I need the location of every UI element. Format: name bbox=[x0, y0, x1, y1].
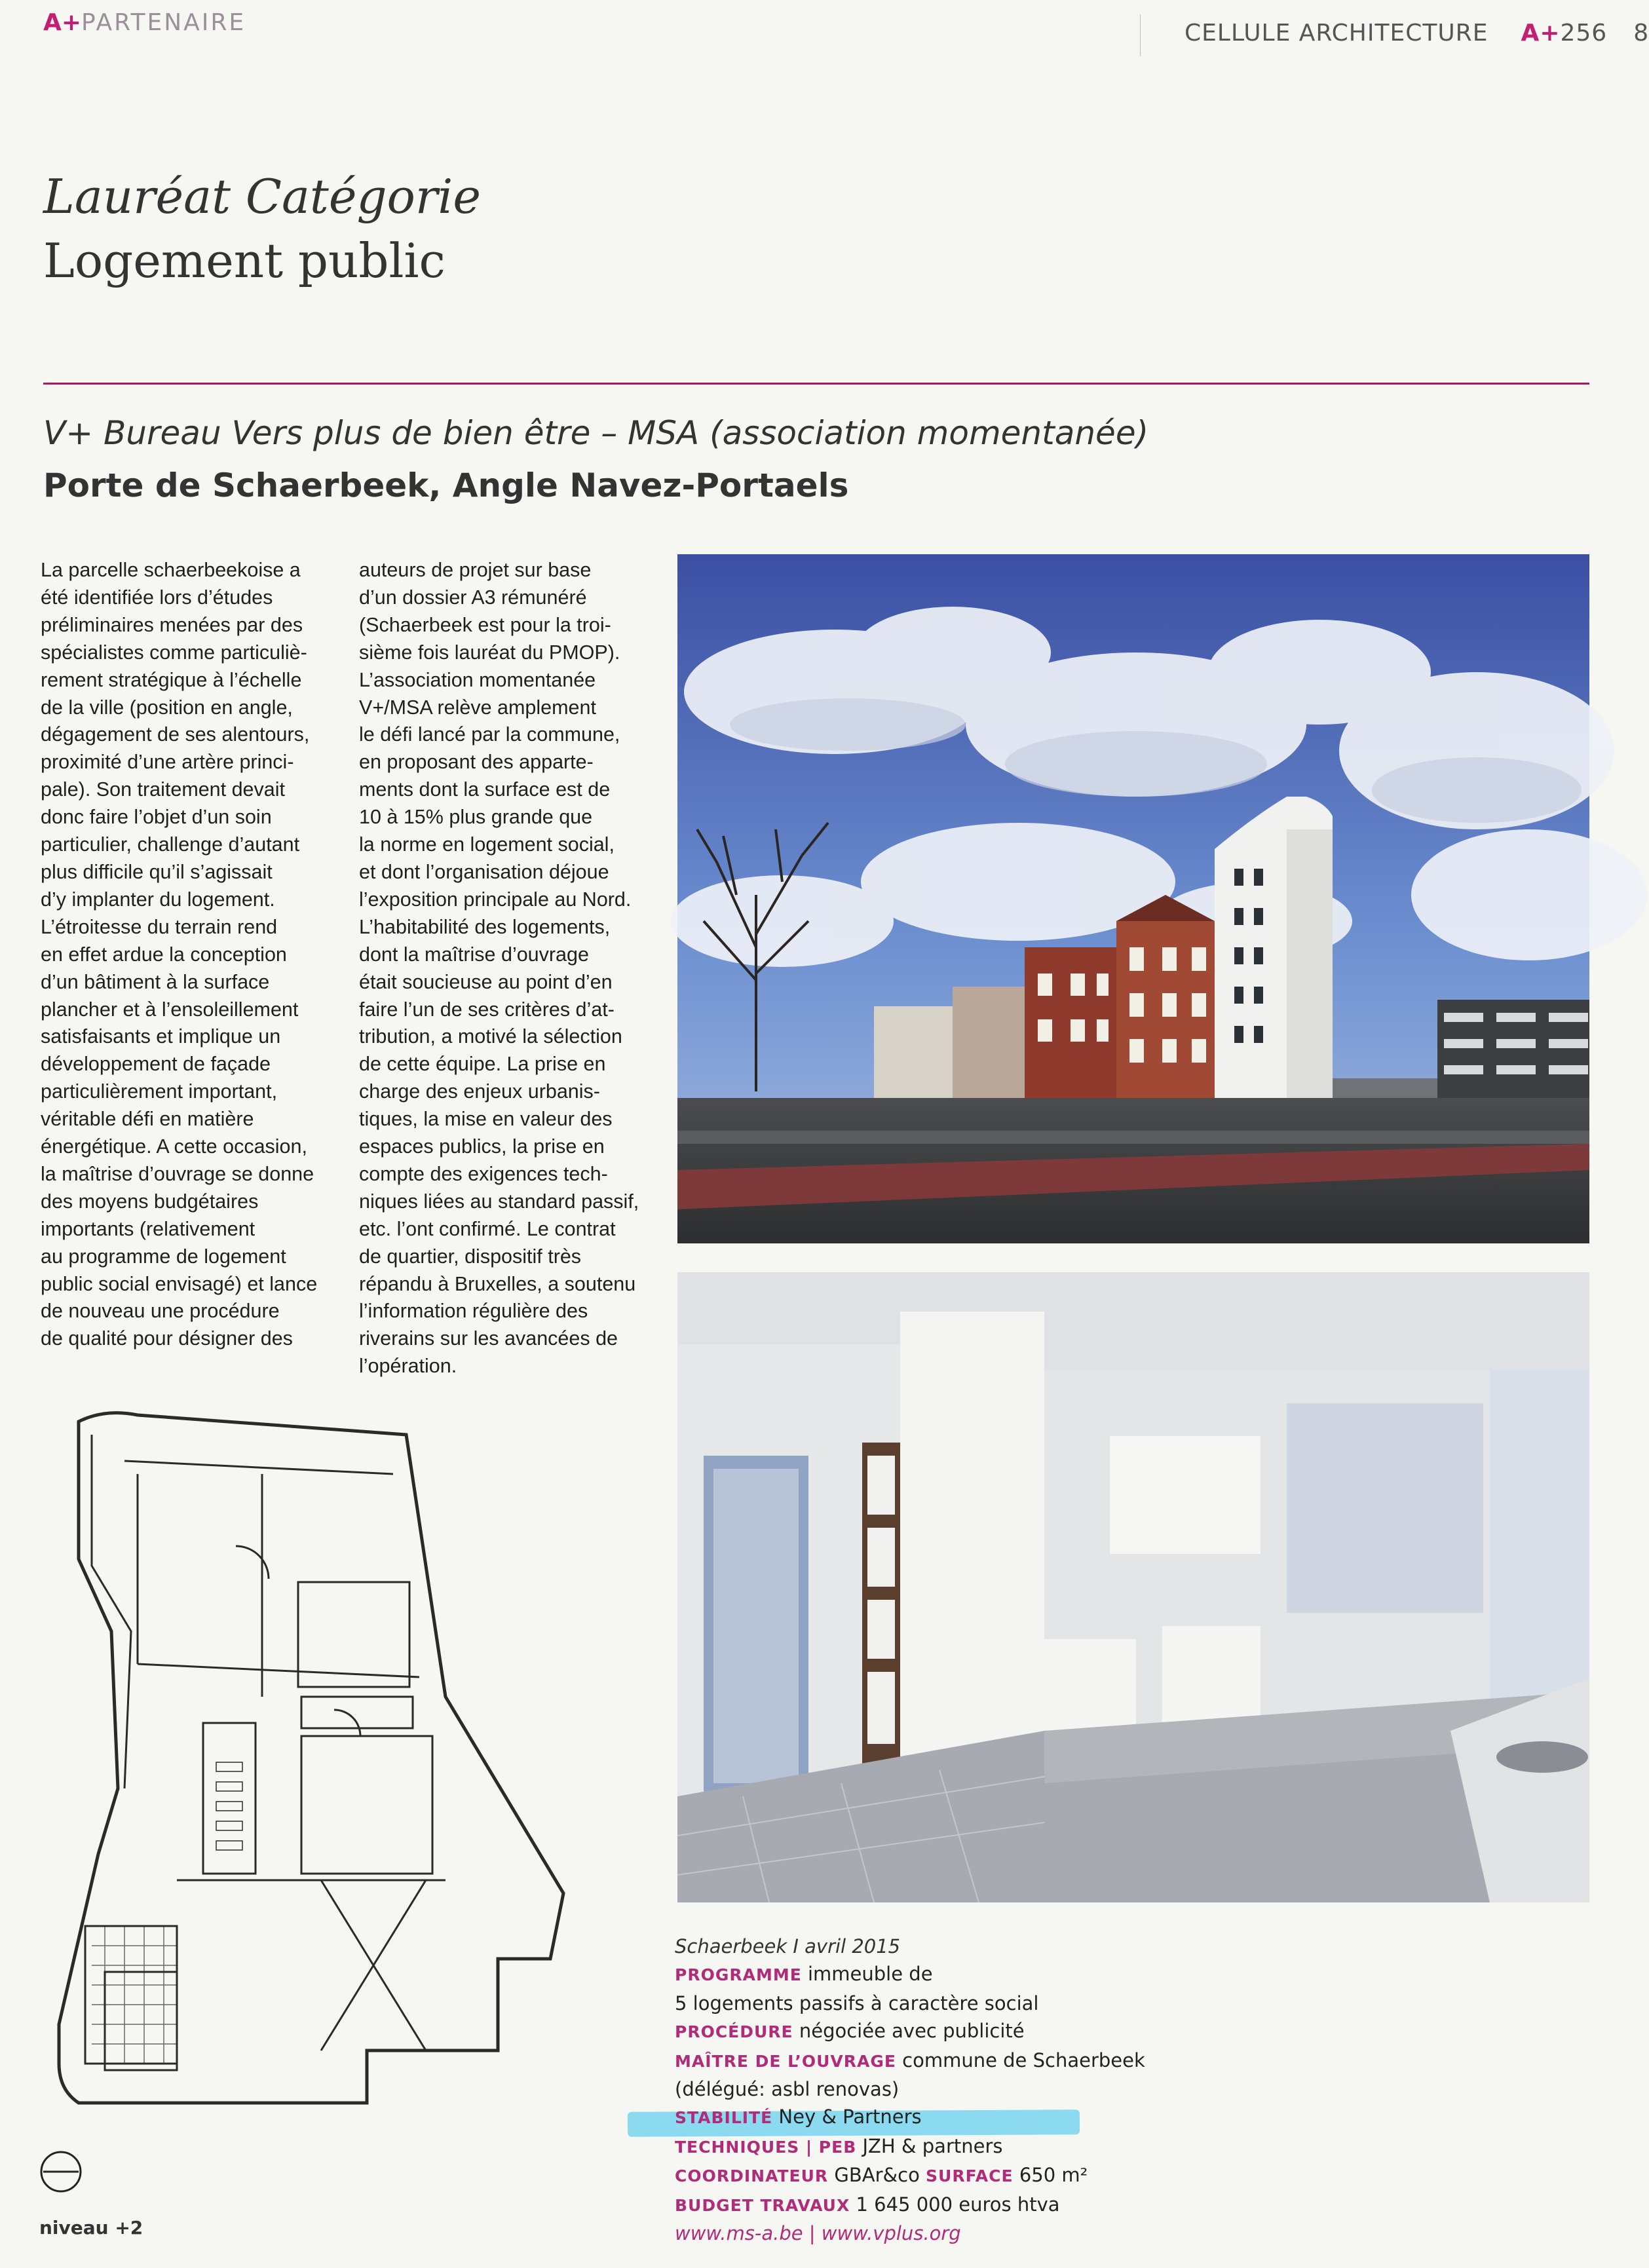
body-text-line: satisfaisants et implique un bbox=[41, 1025, 281, 1048]
credit-budget: BUDGET TRAVAUX 1 645 000 euros htva bbox=[675, 2193, 1060, 2216]
body-text-line: de quartier, dispositif très bbox=[359, 1245, 582, 1268]
body-text-line: importants (relativement bbox=[41, 1217, 256, 1240]
body-text-line: l’exposition principale au Nord. bbox=[359, 888, 632, 911]
section-label: PARTENAIRE bbox=[81, 9, 246, 36]
credit-programme: PROGRAMME immeuble de bbox=[675, 1963, 933, 1986]
body-column-1 bbox=[41, 557, 342, 1353]
credit-stabilite: STABILITÉ Ney & Partners bbox=[675, 2106, 922, 2128]
body-text-line: particulièrement important, bbox=[41, 1080, 278, 1103]
body-text-line: compte des exigences tech- bbox=[359, 1162, 608, 1185]
credit-techniques: TECHNIQUES | PEB JZH & partners bbox=[675, 2134, 1003, 2157]
body-text-line: L’étroitesse du terrain rend bbox=[41, 915, 278, 938]
body-text-line: d’un bâtiment à la surface bbox=[41, 970, 270, 993]
section-header bbox=[43, 9, 246, 36]
body-text-line: développement de façade bbox=[41, 1053, 271, 1076]
photo-caption: Schaerbeek I avril 2015 bbox=[675, 1935, 901, 1957]
body-text-line: l’information régulière des bbox=[359, 1300, 588, 1323]
category-label: Lauréat Catégorie bbox=[43, 169, 481, 224]
body-text-line: L’habitabilité des logements, bbox=[359, 915, 611, 938]
page-number: 8 bbox=[1633, 20, 1649, 47]
body-text-line: le défi lancé par la commune, bbox=[359, 723, 620, 746]
body-text-line: L’association momentanée bbox=[359, 668, 596, 691]
body-text-line: en proposant des apparte- bbox=[359, 751, 594, 774]
body-text-line: dont la maîtrise d’ouvrage bbox=[359, 943, 589, 966]
project-credits bbox=[675, 1933, 1330, 2247]
credit-programme-cont: 5 logements passifs à caractère social bbox=[675, 1992, 1039, 2014]
body-text-line: rement stratégique à l’échelle bbox=[41, 668, 302, 691]
body-text-line: ments dont la surface est de bbox=[359, 778, 611, 801]
body-text-line: V+/MSA relève amplement bbox=[359, 696, 596, 719]
body-text-line: au programme de logement bbox=[41, 1245, 286, 1268]
body-text-line: charge des enjeux urbanis- bbox=[359, 1080, 600, 1103]
credit-procedure: PROCÉDURE négociée avec publicité bbox=[675, 2020, 1025, 2043]
body-text-line: de qualité pour désigner des bbox=[41, 1327, 293, 1350]
body-text-line: spécialistes comme particuliè- bbox=[41, 641, 307, 664]
floor-plan bbox=[39, 1395, 629, 2208]
body-text-line: tiques, la mise en valeur des bbox=[359, 1108, 613, 1131]
brand-logo: A+ bbox=[43, 9, 82, 36]
project-title: V+ Bureau Vers plus de bien être – MSA (association momentanée) bbox=[43, 414, 1149, 452]
body-text-line: de cette équipe. La prise en bbox=[359, 1053, 606, 1076]
body-text-line: auteurs de projet sur base bbox=[359, 559, 592, 581]
body-text-line: d’y implanter du logement. bbox=[41, 888, 275, 911]
body-text-line: proximité d’une artère princi- bbox=[41, 751, 294, 774]
credit-coordinateur: COORDINATEUR GBAr&co SURFACE 650 m² bbox=[675, 2164, 1088, 2187]
body-text-line: 10 à 15% plus grande que bbox=[359, 806, 593, 829]
body-text-line: plancher et à l’ensoleillement bbox=[41, 998, 299, 1021]
body-column-2 bbox=[359, 557, 658, 1380]
title-rule bbox=[43, 383, 1589, 385]
body-text-line: préliminaires menées par des bbox=[41, 613, 303, 636]
body-text-line: particulier, challenge d’autant bbox=[41, 833, 300, 856]
body-text-line: donc faire l’objet d’un soin bbox=[41, 806, 272, 829]
body-text-line: été identifiée lors d’études bbox=[41, 586, 273, 609]
body-text-line: de nouveau une procédure bbox=[41, 1300, 280, 1323]
body-text-line: dégagement de ses alentours, bbox=[41, 723, 310, 746]
body-text-line: d’un dossier A3 rémunéré bbox=[359, 586, 587, 609]
body-text-line: La parcelle schaerbeekoise a bbox=[41, 559, 301, 581]
body-text-line: en effet ardue la conception bbox=[41, 943, 287, 966]
body-text-line: riverains sur les avancées de bbox=[359, 1327, 618, 1350]
running-head-label: CELLULE ARCHITECTURE bbox=[1185, 20, 1488, 47]
body-text-line: sième fois lauréat du PMOP). bbox=[359, 641, 620, 664]
body-text-line: répandu à Bruxelles, a soutenu bbox=[359, 1272, 636, 1295]
body-text-line: et dont l’organisation déjoue bbox=[359, 860, 609, 883]
body-text-line: (Schaerbeek est pour la troi- bbox=[359, 613, 611, 636]
north-arrow-icon bbox=[38, 2149, 84, 2195]
header-divider bbox=[1140, 14, 1141, 56]
exterior-photo bbox=[677, 554, 1589, 1243]
body-text-line: pale). Son traitement devait bbox=[41, 778, 285, 801]
body-text-line: énergétique. A cette occasion, bbox=[41, 1135, 307, 1158]
project-subtitle: Porte de Schaerbeek, Angle Navez-Portaels bbox=[43, 466, 849, 504]
plan-level-label: niveau +2 bbox=[39, 2217, 143, 2239]
credit-websites[interactable]: www.ms-a.be | www.vplus.org bbox=[675, 2222, 961, 2245]
body-text-line: tribution, a motivé la sélection bbox=[359, 1025, 622, 1048]
body-text-line: etc. l’ont confirmé. Le contrat bbox=[359, 1217, 616, 1240]
body-text-line: véritable défi en matière bbox=[41, 1108, 254, 1131]
body-text-line: la maîtrise d’ouvrage se donne bbox=[41, 1162, 314, 1185]
body-text-line: plus difficile qu’il s’agissait bbox=[41, 860, 273, 883]
body-text-line: la norme en logement social, bbox=[359, 833, 615, 856]
running-head bbox=[1185, 20, 1649, 47]
body-text-line: public social envisagé) et lance bbox=[41, 1272, 318, 1295]
body-text-line: de la ville (position en angle, bbox=[41, 696, 293, 719]
issue-brand: A+ bbox=[1521, 20, 1561, 47]
body-text-line: des moyens budgétaires bbox=[41, 1190, 259, 1213]
body-text-line: était soucieuse au point d’en bbox=[359, 970, 613, 993]
category-name: Logement public bbox=[43, 233, 445, 288]
body-text-line: l’opération. bbox=[359, 1355, 457, 1378]
body-text-line: niques liées au standard passif, bbox=[359, 1190, 639, 1213]
issue-number: 256 bbox=[1560, 20, 1608, 47]
body-text-line: faire l’un de ses critères d’at- bbox=[359, 998, 615, 1021]
credit-maitre-cont: (délégué: asbl renovas) bbox=[675, 2078, 900, 2101]
credit-maitre: MAÎTRE DE L’OUVRAGE commune de Schaerbeek bbox=[675, 2049, 1145, 2071]
interior-photo bbox=[677, 1272, 1589, 1902]
body-text-line: espaces publics, la prise en bbox=[359, 1135, 605, 1158]
